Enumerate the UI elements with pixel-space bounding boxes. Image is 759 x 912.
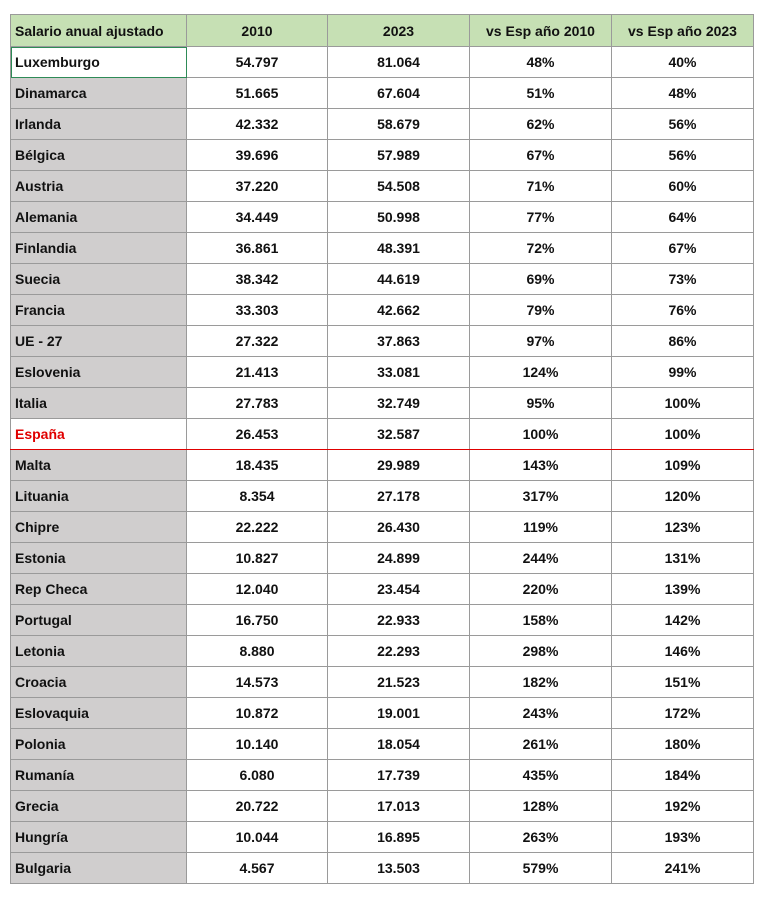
table-row xyxy=(11,295,754,326)
cell-2023[interactable]: 32.587 xyxy=(328,419,470,450)
cell-2010[interactable]: 42.332 xyxy=(187,109,328,140)
cell-2023[interactable]: 29.989 xyxy=(328,450,470,481)
cell-country[interactable]: Hungría xyxy=(11,822,187,853)
cell-vs-2023[interactable]: 184% xyxy=(612,760,754,791)
table-body xyxy=(11,47,754,884)
cell-2010[interactable]: 38.342 xyxy=(187,264,328,295)
table-row xyxy=(11,605,754,636)
table-row xyxy=(11,140,754,171)
table-row xyxy=(11,543,754,574)
cell-vs-2023[interactable]: 48% xyxy=(612,78,754,109)
cell-2010[interactable]: 6.080 xyxy=(187,760,328,791)
cell-2010[interactable]: 21.413 xyxy=(187,357,328,388)
cell-2010[interactable]: 36.861 xyxy=(187,233,328,264)
cell-vs-2023[interactable]: 123% xyxy=(612,512,754,543)
spreadsheet xyxy=(10,14,754,884)
table-row xyxy=(11,729,754,760)
cell-vs-2023[interactable]: 192% xyxy=(612,791,754,822)
cell-2010[interactable]: 27.322 xyxy=(187,326,328,357)
cell-vs-2023[interactable]: 67% xyxy=(612,233,754,264)
table-row xyxy=(11,481,754,512)
cell-2023[interactable]: 27.178 xyxy=(328,481,470,512)
cell-2010[interactable]: 54.797 xyxy=(187,47,328,78)
cell-vs-2023[interactable]: 100% xyxy=(612,388,754,419)
cell-2023[interactable]: 33.081 xyxy=(328,357,470,388)
cell-2023[interactable]: 18.054 xyxy=(328,729,470,760)
cell-2010[interactable]: 10.872 xyxy=(187,698,328,729)
cell-vs-2023[interactable]: 86% xyxy=(612,326,754,357)
cell-2023[interactable]: 42.662 xyxy=(328,295,470,326)
cell-2023[interactable]: 50.998 xyxy=(328,202,470,233)
cell-2023[interactable]: 54.508 xyxy=(328,171,470,202)
cell-2023[interactable]: 23.454 xyxy=(328,574,470,605)
cell-vs-2010[interactable]: 263% xyxy=(470,822,612,853)
cell-vs-2023[interactable]: 56% xyxy=(612,140,754,171)
table-row xyxy=(11,760,754,791)
table-row xyxy=(11,667,754,698)
cell-vs-2023[interactable]: 241% xyxy=(612,853,754,884)
cell-2023[interactable]: 22.933 xyxy=(328,605,470,636)
table-row xyxy=(11,264,754,295)
cell-vs-2010[interactable]: 100% xyxy=(470,419,612,450)
table-row xyxy=(11,233,754,264)
cell-country[interactable]: Italia xyxy=(11,388,187,419)
cell-2010[interactable]: 27.783 xyxy=(187,388,328,419)
table-row xyxy=(11,791,754,822)
cell-2010[interactable]: 20.722 xyxy=(187,791,328,822)
cell-vs-2023[interactable]: 56% xyxy=(612,109,754,140)
cell-vs-2023[interactable]: 100% xyxy=(612,419,754,450)
cell-vs-2010[interactable]: 298% xyxy=(470,636,612,667)
cell-country[interactable]: Eslovaquia xyxy=(11,698,187,729)
header-cell-vs-2023[interactable]: vs Esp año 2023 xyxy=(612,15,754,47)
cell-vs-2010[interactable]: 51% xyxy=(470,78,612,109)
cell-2023[interactable]: 17.013 xyxy=(328,791,470,822)
cell-vs-2023[interactable]: 73% xyxy=(612,264,754,295)
table-row xyxy=(11,574,754,605)
cell-vs-2010[interactable]: 67% xyxy=(470,140,612,171)
cell-vs-2023[interactable]: 109% xyxy=(612,450,754,481)
cell-2023[interactable]: 17.739 xyxy=(328,760,470,791)
cell-vs-2010[interactable]: 95% xyxy=(470,388,612,419)
cell-vs-2010[interactable]: 243% xyxy=(470,698,612,729)
header-cell-country[interactable]: Salario anual ajustado xyxy=(11,15,187,47)
cell-country[interactable]: Austria xyxy=(11,171,187,202)
cell-country[interactable]: Polonia xyxy=(11,729,187,760)
cell-2010[interactable]: 10.827 xyxy=(187,543,328,574)
table-row xyxy=(11,388,754,419)
cell-vs-2023[interactable]: 139% xyxy=(612,574,754,605)
cell-vs-2023[interactable]: 151% xyxy=(612,667,754,698)
cell-vs-2010[interactable]: 77% xyxy=(470,202,612,233)
table-row xyxy=(11,357,754,388)
cell-country[interactable]: Rep Checa xyxy=(11,574,187,605)
cell-country[interactable]: Eslovenia xyxy=(11,357,187,388)
cell-vs-2010[interactable]: 48% xyxy=(470,47,612,78)
cell-country[interactable]: UE - 27 xyxy=(11,326,187,357)
cell-2023[interactable]: 26.430 xyxy=(328,512,470,543)
cell-2010[interactable]: 14.573 xyxy=(187,667,328,698)
header-row xyxy=(11,15,754,47)
cell-vs-2010[interactable]: 317% xyxy=(470,481,612,512)
cell-2010[interactable]: 18.435 xyxy=(187,450,328,481)
cell-2023[interactable]: 58.679 xyxy=(328,109,470,140)
cell-country[interactable]: Francia xyxy=(11,295,187,326)
cell-2023[interactable]: 81.064 xyxy=(328,47,470,78)
cell-2023[interactable]: 48.391 xyxy=(328,233,470,264)
cell-country[interactable]: Croacia xyxy=(11,667,187,698)
cell-vs-2010[interactable]: 97% xyxy=(470,326,612,357)
cell-vs-2023[interactable]: 76% xyxy=(612,295,754,326)
cell-2023[interactable]: 57.989 xyxy=(328,140,470,171)
cell-2023[interactable]: 19.001 xyxy=(328,698,470,729)
cell-country[interactable]: Grecia xyxy=(11,791,187,822)
cell-vs-2010[interactable]: 124% xyxy=(470,357,612,388)
cell-2023[interactable]: 13.503 xyxy=(328,853,470,884)
cell-vs-2010[interactable]: 143% xyxy=(470,450,612,481)
header-cell-vs-2010[interactable]: vs Esp año 2010 xyxy=(470,15,612,47)
table-row xyxy=(11,853,754,884)
cell-vs-2010[interactable]: 71% xyxy=(470,171,612,202)
cell-vs-2010[interactable]: 261% xyxy=(470,729,612,760)
cell-2010[interactable]: 33.303 xyxy=(187,295,328,326)
cell-country[interactable]: Rumanía xyxy=(11,760,187,791)
cell-2010[interactable]: 4.567 xyxy=(187,853,328,884)
cell-vs-2010[interactable]: 72% xyxy=(470,233,612,264)
cell-2023[interactable]: 21.523 xyxy=(328,667,470,698)
table-row xyxy=(11,419,754,450)
table-row xyxy=(11,636,754,667)
cell-vs-2010[interactable]: 62% xyxy=(470,109,612,140)
cell-vs-2010[interactable]: 158% xyxy=(470,605,612,636)
cell-2010[interactable]: 8.354 xyxy=(187,481,328,512)
cell-2010[interactable]: 39.696 xyxy=(187,140,328,171)
cell-vs-2010[interactable]: 579% xyxy=(470,853,612,884)
cell-vs-2023[interactable]: 142% xyxy=(612,605,754,636)
table-row xyxy=(11,698,754,729)
cell-vs-2010[interactable]: 69% xyxy=(470,264,612,295)
cell-2023[interactable]: 16.895 xyxy=(328,822,470,853)
cell-vs-2023[interactable]: 172% xyxy=(612,698,754,729)
cell-2010[interactable]: 12.040 xyxy=(187,574,328,605)
cell-2010[interactable]: 26.453 xyxy=(187,419,328,450)
cell-2010[interactable]: 16.750 xyxy=(187,605,328,636)
table-row xyxy=(11,78,754,109)
cell-vs-2023[interactable]: 146% xyxy=(612,636,754,667)
header-cell-2010[interactable]: 2010 xyxy=(187,15,328,47)
cell-vs-2010[interactable]: 79% xyxy=(470,295,612,326)
cell-vs-2023[interactable]: 40% xyxy=(612,47,754,78)
cell-vs-2010[interactable]: 128% xyxy=(470,791,612,822)
cell-vs-2010[interactable]: 182% xyxy=(470,667,612,698)
cell-country[interactable]: Chipre xyxy=(11,512,187,543)
table-row xyxy=(11,109,754,140)
cell-vs-2010[interactable]: 119% xyxy=(470,512,612,543)
salary-table xyxy=(10,14,754,884)
cell-country[interactable]: Suecia xyxy=(11,264,187,295)
cell-2010[interactable]: 22.222 xyxy=(187,512,328,543)
header-cell-2023[interactable]: 2023 xyxy=(328,15,470,47)
cell-country[interactable]: Estonia xyxy=(11,543,187,574)
table-row xyxy=(11,822,754,853)
cell-2023[interactable]: 37.863 xyxy=(328,326,470,357)
cell-vs-2010[interactable]: 244% xyxy=(470,543,612,574)
cell-country[interactable]: Malta xyxy=(11,450,187,481)
cell-2010[interactable]: 34.449 xyxy=(187,202,328,233)
table-row xyxy=(11,326,754,357)
table-header xyxy=(11,15,754,47)
cell-country[interactable]: Portugal xyxy=(11,605,187,636)
cell-vs-2010[interactable]: 435% xyxy=(470,760,612,791)
cell-vs-2023[interactable]: 180% xyxy=(612,729,754,760)
cell-2023[interactable]: 32.749 xyxy=(328,388,470,419)
cell-2023[interactable]: 44.619 xyxy=(328,264,470,295)
table-row xyxy=(11,202,754,233)
cell-country[interactable]: España xyxy=(11,419,187,450)
table-row xyxy=(11,171,754,202)
cell-country[interactable]: Alemania xyxy=(11,202,187,233)
cell-2010[interactable]: 8.880 xyxy=(187,636,328,667)
table-row xyxy=(11,450,754,481)
cell-country[interactable]: Lituania xyxy=(11,481,187,512)
cell-2010[interactable]: 51.665 xyxy=(187,78,328,109)
cell-2010[interactable]: 37.220 xyxy=(187,171,328,202)
cell-vs-2023[interactable]: 99% xyxy=(612,357,754,388)
cell-2010[interactable]: 10.044 xyxy=(187,822,328,853)
cell-vs-2010[interactable]: 220% xyxy=(470,574,612,605)
cell-vs-2023[interactable]: 64% xyxy=(612,202,754,233)
cell-vs-2023[interactable]: 120% xyxy=(612,481,754,512)
cell-country[interactable]: Dinamarca xyxy=(11,78,187,109)
cell-country[interactable]: Letonia xyxy=(11,636,187,667)
table-row xyxy=(11,47,754,78)
cell-country[interactable]: Bélgica xyxy=(11,140,187,171)
cell-2010[interactable]: 10.140 xyxy=(187,729,328,760)
cell-country[interactable]: Bulgaria xyxy=(11,853,187,884)
table-row xyxy=(11,512,754,543)
cell-country[interactable]: Finlandia xyxy=(11,233,187,264)
cell-2023[interactable]: 22.293 xyxy=(328,636,470,667)
cell-country[interactable]: Irlanda xyxy=(11,109,187,140)
cell-vs-2023[interactable]: 193% xyxy=(612,822,754,853)
cell-2023[interactable]: 24.899 xyxy=(328,543,470,574)
cell-vs-2023[interactable]: 131% xyxy=(612,543,754,574)
cell-country[interactable]: Luxemburgo xyxy=(11,47,187,78)
cell-vs-2023[interactable]: 60% xyxy=(612,171,754,202)
cell-2023[interactable]: 67.604 xyxy=(328,78,470,109)
